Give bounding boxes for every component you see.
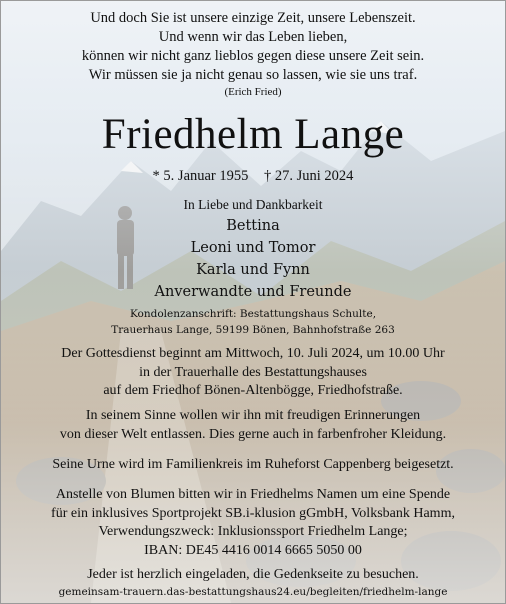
notice-content [1, 1, 505, 603]
farewell-text [1, 407, 505, 444]
farewell-line: In seinem Sinne wollen wir ihn mit freudigen Erinnerungen [85, 408, 421, 423]
mourner-entry: Karla und Fynn [196, 262, 310, 278]
poem-quote [1, 9, 505, 99]
service-details [1, 345, 505, 401]
mourner-entry: Anverwandte und Freunde [154, 284, 352, 300]
memorial-page-link[interactable]: gemeinsam-trauern.das-bestattungshaus24.eu/begleiten/friedhelm-lange [58, 586, 448, 598]
service-line: in der Trauerhalle des Bestattungshauses [139, 364, 367, 380]
quote-line: Und doch Sie ist unsere einzige Zeit, unsere Lebenszeit. [90, 10, 416, 26]
iban-line: IBAN: DE45 4416 0014 6665 5050 00 [144, 542, 362, 558]
urn-burial-text [1, 456, 505, 475]
service-line: Der Gottesdienst beginnt am Mittwoch, 10. Juli 2024, um 10.00 Uhr [61, 346, 445, 361]
death-date: † 27. Juni 2024 [264, 168, 354, 184]
donation-line: Verwendungszweck: Inklusionssport Friedhelm Lange; [98, 524, 408, 539]
birth-date: * 5. Januar 1955 [152, 168, 249, 184]
quote-line: können wir nicht ganz lieblos gegen diese unsere Zeit sein. [81, 48, 425, 64]
urn-line: Seine Urne wird im Familienkreis im Ruheforst Cappenberg beigesetzt. [52, 457, 454, 472]
mourners-list [1, 215, 505, 303]
donation-line: Anstelle von Blumen bitten wir in Friedhelms Namen um eine Spende [55, 487, 451, 502]
invite-line: Jeder ist herzlich eingeladen, die Gedenkseite zu besuchen. [87, 567, 419, 582]
service-line: auf dem Friedhof Bönen-Altenbögge, Friedhofstraße. [103, 383, 403, 398]
condolence-address [1, 306, 505, 338]
farewell-line: von dieser Welt entlassen. Dies gerne auch in farbenfroher Kleidung. [59, 426, 447, 442]
mourner-entry: Bettina [226, 218, 280, 234]
address-line: Trauerhaus Lange, 59199 Bönen, Bahnhofstraße 263 [111, 324, 395, 336]
mourner-entry: Leoni und Tomor [190, 240, 316, 256]
quote-line: Und wenn wir das Leben lieben, [158, 29, 348, 45]
donation-request [1, 486, 505, 560]
address-line: Kondolenzanschrift: Bestattungshaus Schulte, [129, 308, 377, 320]
mourners-intro: In Liebe und Dankbarkeit [183, 197, 323, 212]
donation-line: für ein inklusives Sportprojekt SB.i-klusion gGmbH, Volksbank Hamm, [51, 505, 455, 521]
life-dates [1, 167, 505, 185]
memorial-invitation [1, 566, 505, 585]
deceased-name: Friedhelm Lange [101, 111, 405, 158]
quote-line: Wir müssen sie ja nicht genau so lassen, wie sie uns traf. [88, 67, 418, 83]
quote-author: (Erich Fried) [224, 86, 282, 98]
